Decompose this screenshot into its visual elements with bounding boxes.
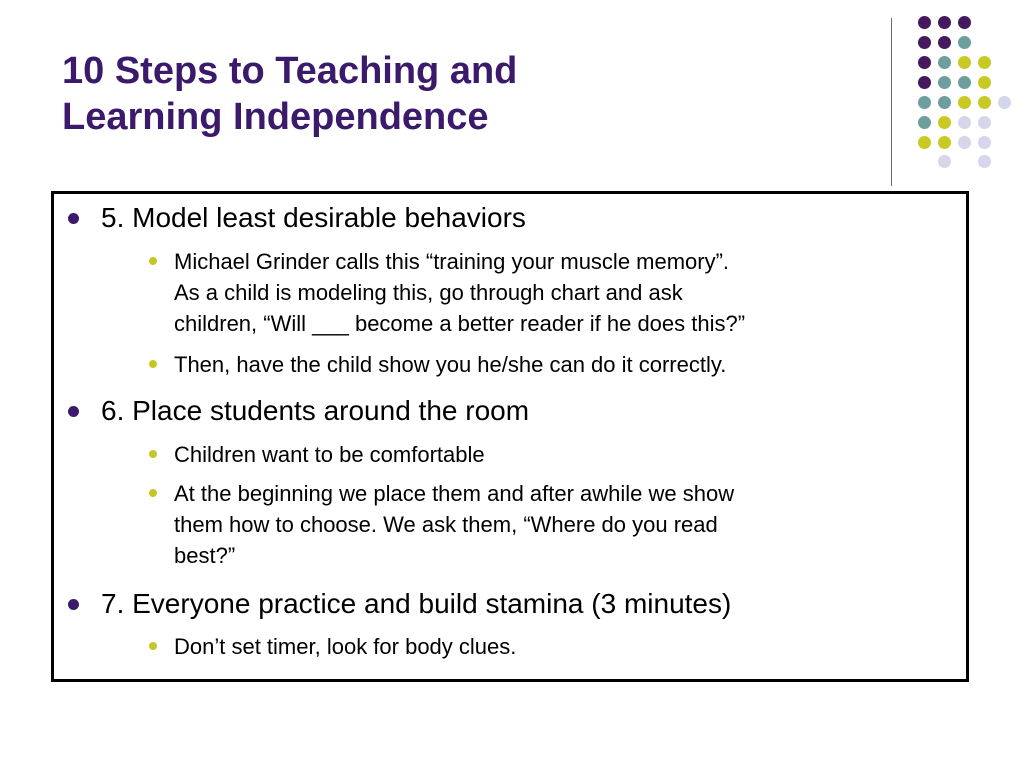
decorative-divider-line <box>891 18 892 186</box>
decorative-dot <box>918 36 931 49</box>
sub-item-line: At the beginning we place them and after awhile we show <box>174 481 735 506</box>
decorative-dot <box>918 96 931 109</box>
decorative-dot <box>958 116 971 129</box>
decorative-dot <box>958 36 971 49</box>
decorative-dot <box>918 56 931 69</box>
sub-item-text <box>174 439 954 470</box>
decorative-dot <box>918 76 931 89</box>
sub-item-text <box>174 631 954 662</box>
sub-item-line: best?” <box>174 543 236 568</box>
sub-bullet-dot-icon <box>149 642 157 650</box>
title-line-2: Learning Independence <box>62 96 489 138</box>
sub-item-text <box>174 349 954 380</box>
decorative-dot <box>978 136 991 149</box>
sub-bullet-dot-icon <box>149 257 157 265</box>
content-box <box>51 191 969 682</box>
bullet-dot-icon <box>68 406 79 417</box>
sub-bullet-dot-icon <box>149 450 157 458</box>
decorative-dot <box>938 116 951 129</box>
sub-bullet-dot-icon <box>149 489 157 497</box>
decorative-dot <box>918 16 931 29</box>
decorative-dot <box>938 136 951 149</box>
decorative-dot <box>958 76 971 89</box>
sub-item-line: As a child is modeling this, go through chart and ask <box>174 280 683 305</box>
decorative-dot <box>978 56 991 69</box>
sub-item-line: Don’t set timer, look for body clues. <box>174 634 517 659</box>
sub-item-line: children, “Will ___ become a better reader if he does this?” <box>174 311 746 336</box>
sub-item-text <box>174 246 954 339</box>
title-line-1: 10 Steps to Teaching and <box>62 50 518 92</box>
sub-item-line: them how to choose. We ask them, “Where do you read <box>174 512 718 537</box>
sub-bullet-dot-icon <box>149 360 157 368</box>
slide-title <box>62 48 862 140</box>
bullet-dot-icon <box>68 599 79 610</box>
decorative-dot <box>938 36 951 49</box>
decorative-dot <box>978 155 991 168</box>
decorative-dot <box>998 96 1011 109</box>
decorative-dot <box>938 56 951 69</box>
decorative-dot <box>958 136 971 149</box>
step-label: 7. Everyone practice and build stamina (3 minutes) <box>101 588 732 619</box>
step-label: 5. Model least desirable behaviors <box>101 202 526 233</box>
decorative-dot <box>918 116 931 129</box>
decorative-dot <box>938 76 951 89</box>
sub-item-line: Children want to be comfortable <box>174 442 485 467</box>
sub-item-text <box>174 478 954 571</box>
decorative-dot <box>958 16 971 29</box>
decorative-dot <box>938 155 951 168</box>
bullet-dot-icon <box>68 213 79 224</box>
decorative-dot <box>978 76 991 89</box>
decorative-dot <box>938 96 951 109</box>
decorative-dot <box>938 16 951 29</box>
step-label: 6. Place students around the room <box>101 395 530 426</box>
sub-item-line: Michael Grinder calls this “training your muscle memory”. <box>174 249 730 274</box>
decorative-dot <box>978 116 991 129</box>
sub-item-line: Then, have the child show you he/she can do it correctly. <box>174 352 727 377</box>
decorative-dot <box>978 96 991 109</box>
decorative-dot <box>958 96 971 109</box>
decorative-dot <box>958 56 971 69</box>
decorative-dot <box>918 136 931 149</box>
